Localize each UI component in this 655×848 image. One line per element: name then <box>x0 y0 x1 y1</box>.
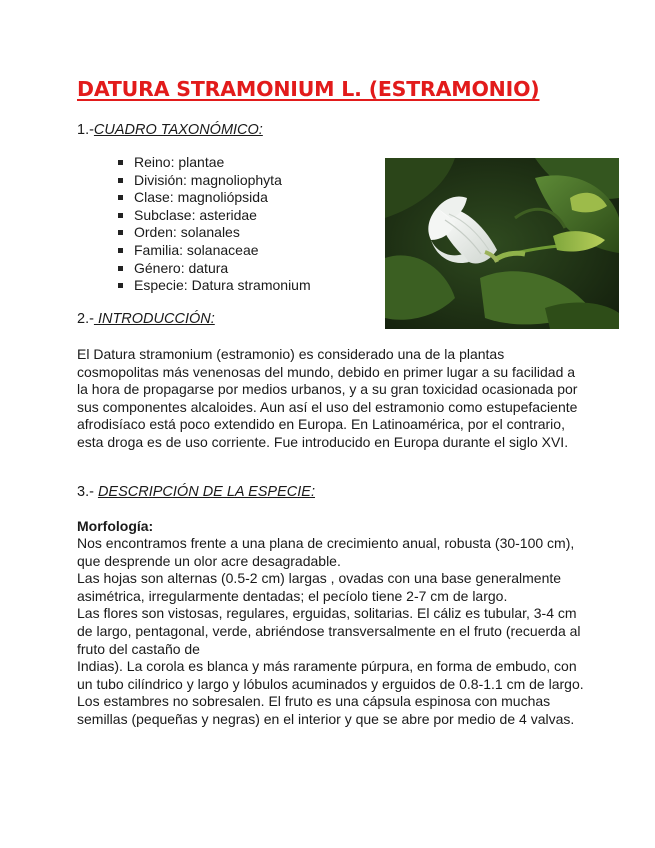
section-heading-intro <box>77 311 215 327</box>
morphology-line: Las hojas son alternas (0.5-2 cm) largas , ovadas con una base generalmente asimétrica, irregularmente dentadas; el pecíolo tiene 2-7 cm de largo. <box>77 570 562 604</box>
list-item: Género: datura <box>116 260 311 278</box>
taxonomy-list <box>116 154 311 295</box>
datura-flower-photo <box>385 158 619 329</box>
section-title: CUADRO TAXONÓMICO: <box>93 122 263 138</box>
morphology-line: Nos encontramos frente a una plana de crecimiento anual, robusta (30-100 cm), que desprende un olor acre desagradable. <box>77 535 575 569</box>
list-item: Subclase: asteridae <box>116 207 311 225</box>
bullet-icon <box>118 230 123 235</box>
list-item: Familia: solanaceae <box>116 242 311 260</box>
morphology-paragraph <box>77 535 587 729</box>
list-item: Clase: magnoliópsida <box>116 189 311 207</box>
morphology-line: Las flores son vistosas, regulares, erguidas, solitarias. El cáliz es tubular, 3-4 cm de largo, pentagonal, verde, abriéndose transversalmente en el fruto (recuerda al fruto del castaño de <box>77 605 581 657</box>
section-title: DESCRIPCIÓN DE LA ESPECIE: <box>97 484 315 500</box>
list-item: División: magnoliophyta <box>116 172 311 190</box>
bullet-icon <box>118 248 123 253</box>
morphology-line: Indias). La corola es blanca y más raramente púrpura, en forma de embudo, con un tubo cilíndrico y largo y lóbulos acuminados y erguidos de 0.8-1.1 cm de largo. Los estambres no sobresalen. El fruto es una cápsula espinosa con muchas semillas (pequeñas y negras) en el interior y que se abre por medio de 4 valvas. <box>77 658 584 727</box>
page-title: DATURA STRAMONIUM L. (ESTRAMONIO) <box>77 77 540 101</box>
bullet-icon <box>118 160 123 165</box>
section-number: 3.- <box>77 484 94 500</box>
section-heading-description <box>77 484 315 500</box>
bullet-icon <box>118 266 123 271</box>
bullet-icon <box>118 283 123 288</box>
bullet-icon <box>118 178 123 183</box>
section-title: INTRODUCCIÓN: <box>93 311 215 327</box>
list-item: Orden: solanales <box>116 224 311 242</box>
bullet-icon <box>118 213 123 218</box>
list-item: Especie: Datura stramonium <box>116 277 311 295</box>
section-number: 1.- <box>77 122 94 138</box>
intro-paragraph: El Datura stramonium (estramonio) es considerado una de la plantas cosmopolitas más venenosas del mundo, debido en primer lugar a su facilidad a la hora de propagarse por medios urbanos, y a su gran toxicidad ocasionada por sus componentes alcaloides. Aun así el uso del estramonio como estupefaciente afrodisíaco está poco extendido en Europa. En Latinoamérica, por el contrario, esta droga es de uso corriente. Fue introducido en Europa durante el siglo XVI. <box>77 346 578 450</box>
morphology-label: Morfología: <box>77 518 154 534</box>
section-heading-taxonomy <box>77 122 263 138</box>
list-item: Reino: plantae <box>116 154 311 172</box>
section-number: 2.- <box>77 311 94 327</box>
bullet-icon <box>118 195 123 200</box>
